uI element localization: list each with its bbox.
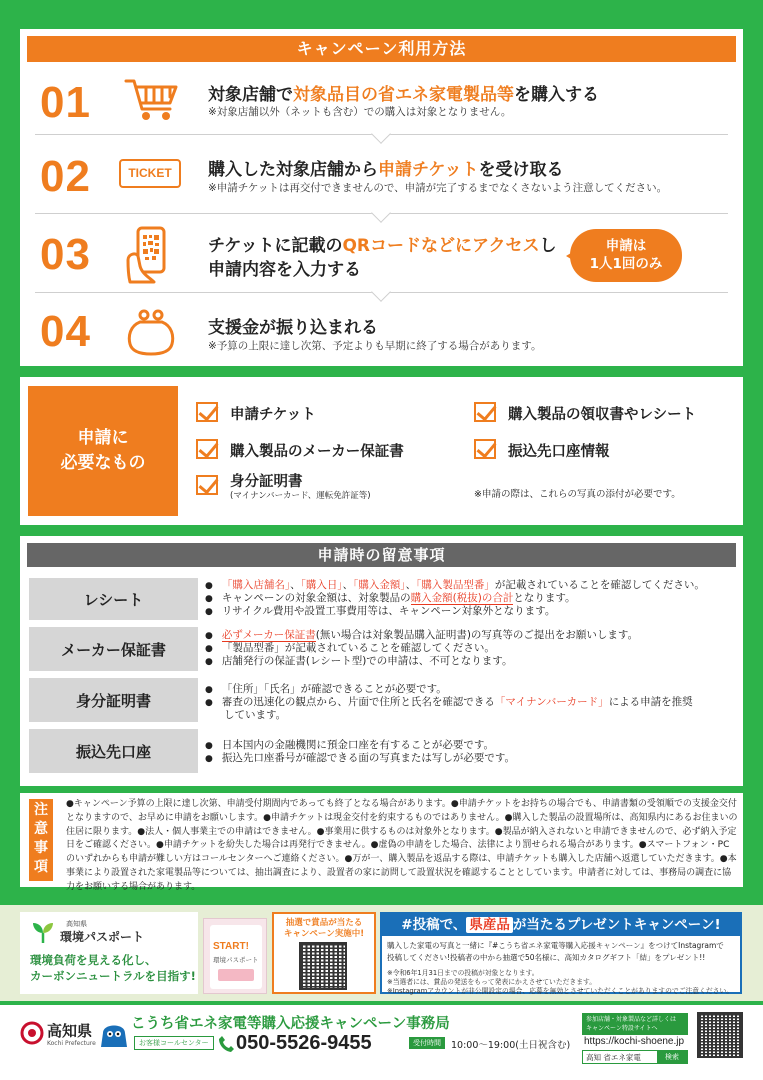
id-bullet-2-cont: しています。 <box>224 709 287 721</box>
required-label <box>28 386 178 516</box>
lottery-qr-code[interactable] <box>299 942 347 990</box>
warranty-bullet-2: ● 「製品型番」が記載されていることを確認してください。 <box>205 642 495 654</box>
footer-qr-code[interactable] <box>697 1012 743 1058</box>
footer-search-term: 高知 省エネ家電 <box>586 1053 641 1062</box>
mascot-icon <box>99 1017 129 1051</box>
caution-label <box>29 799 53 881</box>
phone-icon <box>218 1035 234 1053</box>
notes-label-id: 身分証明書 <box>29 678 198 722</box>
step-title-3: チケットに記載のQRコードなどにアクセスし 申請内容を入力する <box>208 236 557 280</box>
bubble-tail <box>566 250 576 262</box>
coin-purse-icon <box>124 306 178 356</box>
bank-bullet-1: ● 日本国内の金融機関に預金口座を有することが必要です。 <box>205 739 495 751</box>
caution-text: ●キャンペーン予算の上限に達し次第、申請受付期間内であっても終了となる場合があります。●申請チケットをお持ちの場合でも、申請書類の受領順での支援金交付となりますので、お早めに申請をお願いします。●申請チケットは現金交付を約束するものではありません。●購入した製品の設置場所は、高知県内にあるお住まいの住居に限ります。●法人・個人事業主での申請はできません。●事業用に供するものは対象外となります。●製品が納入されないと申請できませんので、必ず納入予定日をご確認ください。●申請チケットを紛失した場合は再発行できません。●虚偽の申請をした場合、法律により罰せられる場合があります。●スマートフォン・PCのいずれからも申請が難しい方はコールセンターへご連絡ください。●万が一、購入製品を返品する際は、申請チケットも購入した店舗へ返還していただきます。●本事業により設置された家電製品等については、抽出調査により、設置者の家に訪問して設置状況を確認することとしています。申請者に対しては、事務局の調査に協力をお願いする場合があります。 <box>66 799 738 892</box>
receipt-bullet-2: ● キャンペーンの対象金額は、対象製品の購入金額(税抜)の合計となります。 <box>205 592 576 604</box>
instagram-header: #投稿で、 県産品 が当たるプレゼントキャンペーン! <box>382 914 740 936</box>
caution-char: 事 <box>34 840 48 856</box>
passport-card-name: 環境パスポート <box>213 956 259 964</box>
instagram-highlight: 県産品 <box>466 917 513 933</box>
ticket-icon: TICKET <box>119 159 181 188</box>
step-number-1: 01 <box>40 78 91 127</box>
notes-label-warranty: メーカー保証書 <box>29 627 198 671</box>
footer-search-button[interactable]: 検索 <box>657 1051 687 1063</box>
id-bullet-1: ● 「住所」「氏名」が確認できることが必要です。 <box>205 683 447 695</box>
caution-char: 項 <box>34 859 48 875</box>
required-item-id: 身分証明書 <box>230 474 303 490</box>
required-label-line-1: 申請に <box>77 428 129 448</box>
instagram-note-1: ※令和6年1月31日までの投稿が対象となります。 <box>387 969 539 977</box>
bubble-line-1: 申請は <box>605 238 647 254</box>
usage-header: キャンペーン利用方法 <box>27 36 736 62</box>
step-title-1: 対象店舗で対象品目の省エネ家電製品等を購入する <box>208 85 599 105</box>
warranty-bullet-3: ● 店舗発行の保証書(レシート型)での申請は、不可となります。 <box>205 655 513 667</box>
checkbox-icon <box>474 439 496 459</box>
footer-pref-name: 高知県 <box>47 1022 93 1040</box>
passport-title: 環境パスポート <box>60 930 145 944</box>
footer-call-label: お客様コールセンター <box>134 1036 214 1050</box>
footer-hours-label: 受付時間 <box>409 1037 445 1049</box>
instagram-line-1: 購入した家電の写真と一緒に『#こうち省エネ家電等購入応援キャンペーン』をつけてInstagramで <box>387 941 724 950</box>
required-item-receipt: 購入製品の領収書やレシート <box>508 407 697 423</box>
checkbox-icon <box>196 402 218 422</box>
required-id-subtext: (マイナンバーカード、運転免許証等) <box>230 491 371 501</box>
smartphone-qr-icon <box>124 226 174 284</box>
notes-header: 申請時の留意事項 <box>27 543 736 567</box>
footer-info-box <box>582 1013 688 1035</box>
checkbox-icon <box>474 402 496 422</box>
passport-slogan-2: カーボンニュートラルを目指す! <box>30 969 196 983</box>
required-item-bank: 振込先口座情報 <box>508 444 610 460</box>
passport-card-start: START! <box>213 941 249 952</box>
footer-office-title: こうち省エネ家電等購入応援キャンペーン事務局 <box>131 1016 450 1032</box>
caution-char: 意 <box>34 821 48 837</box>
shopping-cart-icon <box>124 75 180 123</box>
required-note: ※申請の際は、これらの写真の添付が必要です。 <box>474 489 681 500</box>
footer-info-line-1: 参加店舗・対象製品など詳しくは <box>586 1016 677 1023</box>
receipt-bullet-3: ● リサイクル費用や設置工事費用等は、キャンペーン対象外となります。 <box>205 605 556 617</box>
caution-char: 注 <box>34 802 48 818</box>
notes-label-bank: 振込先口座 <box>29 729 198 773</box>
footer-pref-en: Kochi Prefecture <box>47 1040 96 1047</box>
receipt-bullet-1: ● 「購入店舗名」、「購入日」、「購入金額」、「購入製品型番」が記載されていることを確認してください。 <box>205 579 705 591</box>
id-bullet-2: ● 審査の迅速化の観点から、片面で住所と氏名を確認できる「マイナンバーカード」による申請を推奨 <box>205 696 693 708</box>
step-title-4: 支援金が振り込まれる <box>208 318 378 338</box>
footer-phone-number[interactable]: 050-5526-9455 <box>236 1032 372 1054</box>
step-title-2: 購入した対象店舗から申請チケットを受け取る <box>208 160 564 180</box>
bank-bullet-2: ● 振込先口座番号が確認できる面の写真または写しが必要です。 <box>205 752 516 764</box>
step-number-3: 03 <box>40 230 91 279</box>
step-note-4: ※予算の上限に達し次第、予定よりも早期に終了する場合があります。 <box>208 340 542 352</box>
required-label-line-2: 必要なもの <box>60 453 146 473</box>
leaf-logo-icon <box>30 921 56 945</box>
passport-pref-small: 高知県 <box>66 920 87 928</box>
step-number-4: 04 <box>40 307 91 356</box>
step-number-2: 02 <box>40 152 91 201</box>
instagram-line-2: 投稿してください!投稿者の中から抽選で50名様に、高知カタログギフト「結」をプレゼント!! <box>387 953 706 962</box>
kochi-pref-emblem-icon <box>20 1021 44 1045</box>
bubble-line-2: 1人1回のみ <box>589 256 663 272</box>
required-item-ticket: 申請チケット <box>230 407 316 423</box>
footer-info-line-2: キャンペーン特設サイトへ <box>586 1025 658 1032</box>
step-note-2: ※申請チケットは再交付できませんので、申請が完了するまでなくさないよう注意してください。 <box>208 182 668 194</box>
instagram-note-2: ※当選者には、賞品の発送をもって発表にかえさせていただきます。 <box>387 978 597 986</box>
passport-card-image <box>203 918 267 994</box>
warranty-bullet-1: ● 必ずメーカー保証書(無い場合は対象製品購入証明書)の写真等のご提出をお願いします。 <box>205 629 639 641</box>
footer-search-box[interactable] <box>582 1050 688 1064</box>
checkbox-icon <box>196 475 218 495</box>
notes-label-receipt: レシート <box>29 578 198 620</box>
lottery-line-1: 抽選で賞品が当たる <box>285 918 363 928</box>
lottery-line-2: キャンペーン実施中! <box>283 929 365 939</box>
required-item-warranty: 購入製品のメーカー保証書 <box>230 444 404 460</box>
footer-url[interactable]: https://kochi-shoene.jp <box>584 1036 685 1047</box>
step-note-1: ※対象店舗以外（ネットも含む）での購入は対象となりません。 <box>208 106 512 118</box>
footer-hours: 10:00〜19:00(土日祝含む) <box>451 1040 571 1051</box>
one-per-person-bubble <box>570 229 682 282</box>
checkbox-icon <box>196 439 218 459</box>
instagram-note-3: ※Instagramアカウントが非公開設定の場合、応募を無効とさせていただくことがありますのでご注意ください。 <box>387 987 734 995</box>
passport-slogan-1: 環境負荷を見える化し、 <box>30 953 157 967</box>
